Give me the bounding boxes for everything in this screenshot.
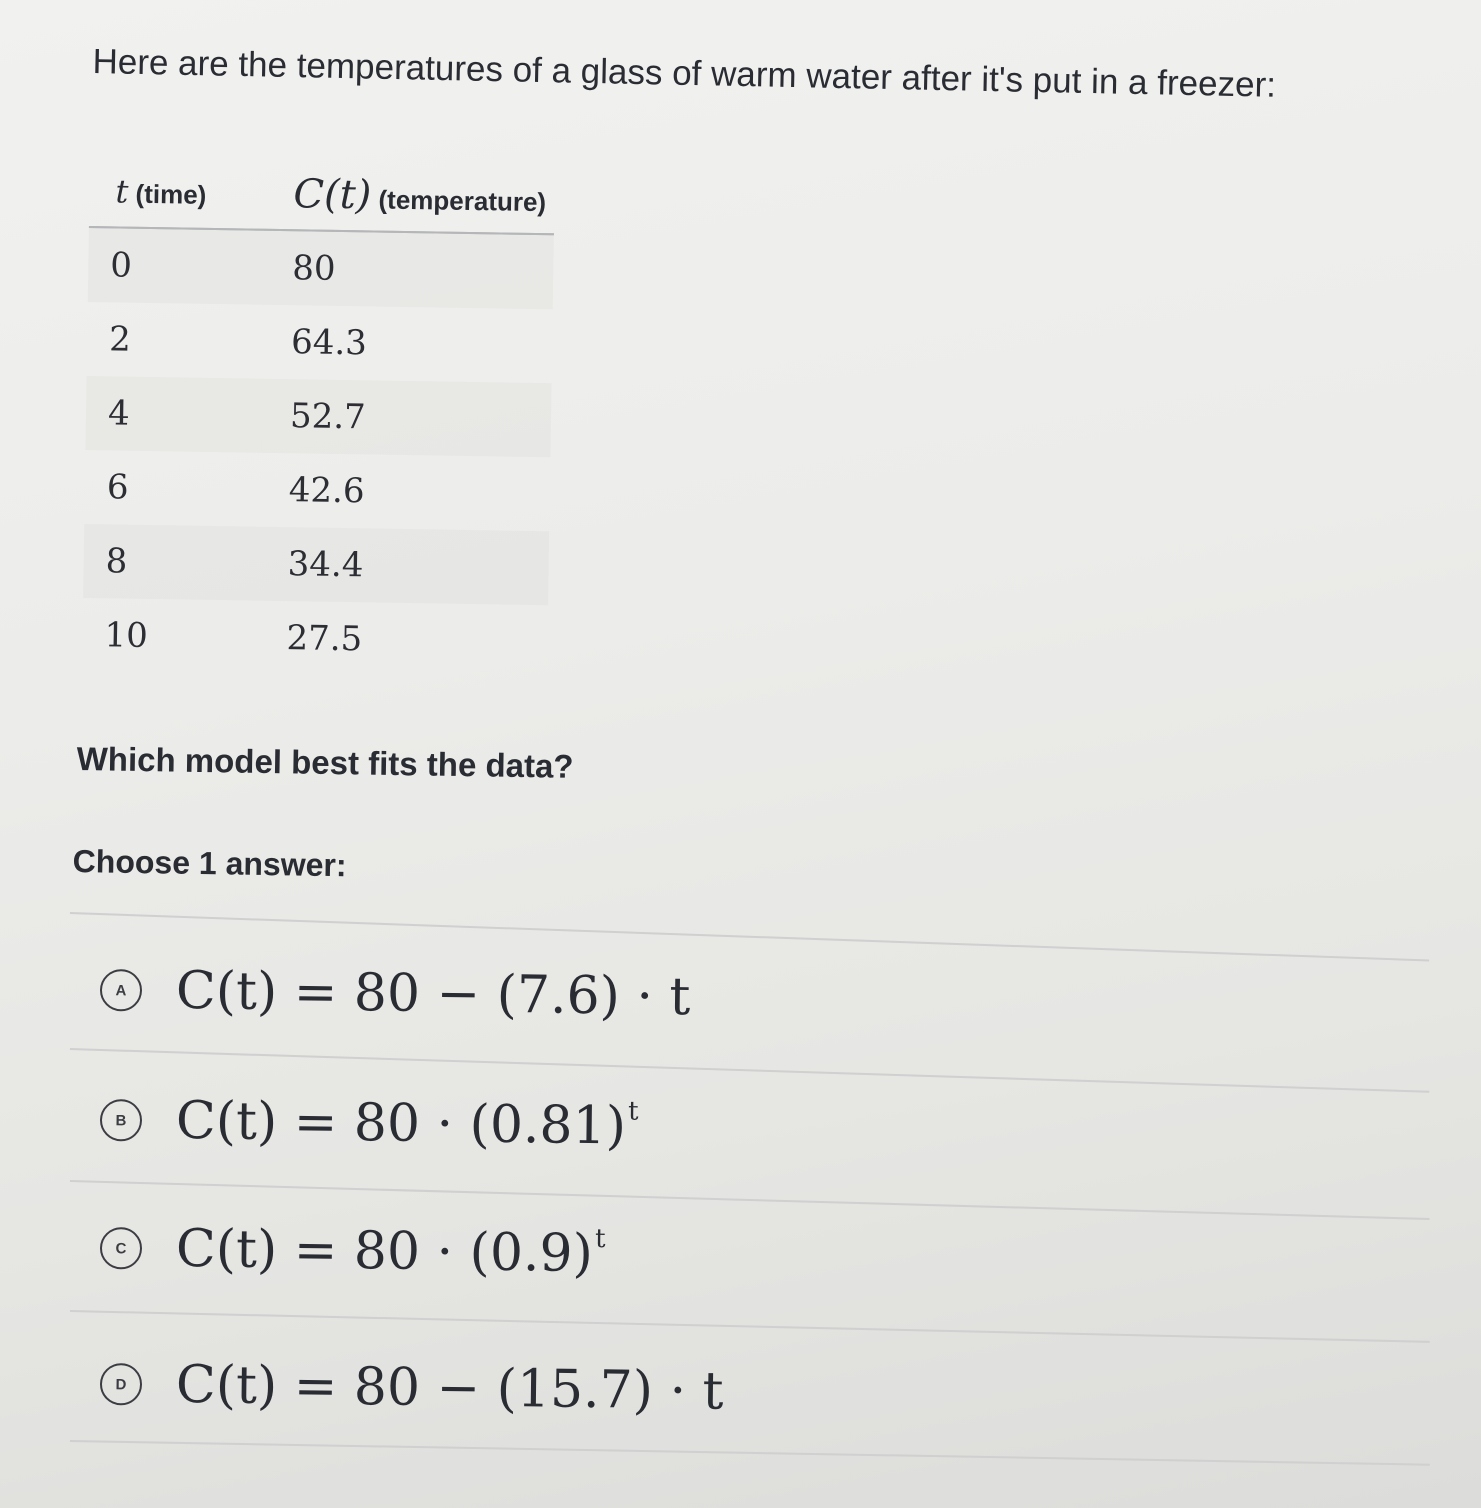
choice-b[interactable] bbox=[99, 1070, 1100, 1182]
temperature-cell: 27.5 bbox=[286, 618, 363, 660]
temperature-cell: 80 bbox=[264, 230, 554, 310]
table-row bbox=[88, 227, 554, 309]
time-cell: 10 bbox=[104, 615, 149, 656]
question-text: Which model best fits the data? bbox=[76, 740, 574, 785]
time-cell: 8 bbox=[83, 524, 260, 601]
table-row bbox=[84, 450, 550, 531]
header-time-label: (time) bbox=[135, 178, 207, 210]
choice-d[interactable] bbox=[99, 1334, 1100, 1446]
table-row bbox=[82, 598, 548, 679]
problem-intro: Here are the temperatures of a glass of warm water after it's put in a freezer: bbox=[92, 41, 1277, 105]
temperature-cell: 34.4 bbox=[259, 527, 549, 606]
choice-c[interactable] bbox=[99, 1198, 1100, 1310]
header-temperature-var: C(t) bbox=[293, 171, 372, 219]
header-time-var: t bbox=[115, 172, 129, 211]
header-temperature-label: (temperature) bbox=[378, 184, 547, 218]
header-temperature bbox=[265, 163, 555, 235]
choice-a-formula-text: C(t) = 80 − (7.6) · t bbox=[175, 960, 691, 1028]
table-row bbox=[85, 376, 551, 457]
choice-c-letter-icon: C bbox=[100, 1227, 143, 1270]
choice-d-formula bbox=[176, 1355, 724, 1422]
time-cell: 2 bbox=[108, 319, 132, 360]
choice-b-formula-text: C(t) = 80 · (0.81) bbox=[175, 1090, 627, 1157]
table-row bbox=[87, 302, 553, 383]
choice-b-letter-icon: B bbox=[100, 1099, 143, 1142]
choose-answer-label: Choose 1 answer: bbox=[72, 843, 347, 884]
choice-c-formula bbox=[176, 1219, 606, 1284]
choice-a[interactable] bbox=[99, 940, 1100, 1052]
choice-d-letter-icon: D bbox=[100, 1363, 143, 1406]
choice-b-exponent: t bbox=[627, 1096, 639, 1127]
time-cell: 4 bbox=[85, 376, 262, 453]
header-time bbox=[89, 160, 266, 230]
choice-b-formula bbox=[176, 1091, 639, 1157]
temperature-cell: 52.7 bbox=[261, 379, 551, 458]
time-cell: 6 bbox=[106, 467, 129, 508]
choice-c-formula-text: C(t) = 80 · (0.9) bbox=[175, 1218, 594, 1285]
temperature-cell: 64.3 bbox=[290, 322, 368, 364]
table-row bbox=[83, 524, 549, 605]
choice-divider bbox=[70, 1440, 1430, 1466]
time-cell: 0 bbox=[88, 227, 265, 305]
choice-d-formula-text: C(t) = 80 − (15.7) · t bbox=[175, 1354, 724, 1422]
table-header-row bbox=[89, 160, 555, 234]
choice-a-letter-icon: A bbox=[100, 969, 143, 1012]
choice-a-formula bbox=[176, 961, 691, 1027]
choice-c-exponent: t bbox=[594, 1224, 606, 1255]
data-table bbox=[82, 160, 555, 679]
temperature-cell: 42.6 bbox=[288, 470, 365, 512]
